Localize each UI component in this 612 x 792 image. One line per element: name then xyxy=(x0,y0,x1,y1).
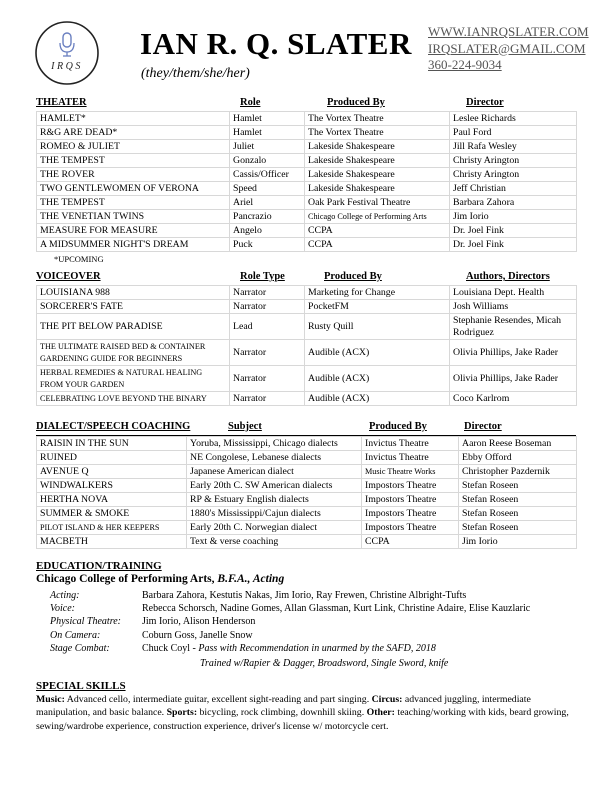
logo xyxy=(34,20,100,86)
theater-cell: Hamlet xyxy=(230,112,305,126)
theater-cell: THE TEMPEST xyxy=(37,196,230,210)
dialect-cell: 1880's Mississippi/Cajun dialects xyxy=(187,507,362,521)
dialect-header xyxy=(36,421,576,436)
voiceover-cell: PocketFM xyxy=(305,300,450,314)
theater-table xyxy=(36,111,577,252)
training-value xyxy=(142,643,436,654)
theater-cell: Lakeside Shakespeare xyxy=(305,140,450,154)
email-link[interactable]: IRQSLATER@GMAIL.COM xyxy=(428,40,586,56)
voiceover-cell: HERBAL REMEDIES & NATURAL HEALING FROM YOUR GARDEN xyxy=(37,366,230,392)
education-section-title: EDUCATION/TRAINING xyxy=(36,560,162,572)
skills-paragraph xyxy=(36,693,581,733)
dialect-cell: HERTHA NOVA xyxy=(37,493,187,507)
theater-cell: Juliet xyxy=(230,140,305,154)
dialect-row xyxy=(37,437,577,451)
voiceover-cell: Audible (ACX) xyxy=(305,366,450,392)
theater-cell: THE TEMPEST xyxy=(37,154,230,168)
skill-music: Advanced cello, intermediate guitar, excellent sight-reading and part singing. xyxy=(64,694,372,705)
voiceover-cell: THE PIT BELOW PARADISE xyxy=(37,314,230,340)
dialect-cell: AVENUE Q xyxy=(37,465,187,479)
theater-row xyxy=(37,140,577,154)
training-value xyxy=(142,616,255,627)
theater-cell: ROMEO & JULIET xyxy=(37,140,230,154)
skill-circus-label: Circus: xyxy=(371,694,403,705)
skill-other: teaching/working with kids, beard growing, sewing/wardrobe experience, construction experience, driver's license w/ motorcycle cert. xyxy=(36,707,569,732)
school-name: Chicago College of Performing Arts, xyxy=(36,573,215,585)
voiceover-cell: Audible (ACX) xyxy=(305,392,450,406)
theater-row xyxy=(37,196,577,210)
training-value-text: Barbara Zahora, Kestutis Nakas, Jim Iorio, Ray Frewen, Christine Albright-Tufts xyxy=(142,590,467,601)
contact-block xyxy=(428,24,589,74)
theater-cell: Gonzalo xyxy=(230,154,305,168)
dialect-cell: Stefan Roseen xyxy=(459,507,577,521)
dialect-cell: Impostors Theatre xyxy=(362,479,459,493)
theater-cell: THE VENETIAN TWINS xyxy=(37,210,230,224)
dialect-cell: Impostors Theatre xyxy=(362,521,459,535)
theater-cell: Jill Rafa Wesley xyxy=(450,140,577,154)
theater-cell: Puck xyxy=(230,238,305,252)
theater-row xyxy=(37,126,577,140)
training-label: Acting: xyxy=(50,590,80,601)
dialect-row xyxy=(37,493,577,507)
theater-cell: The Vortex Theatre xyxy=(305,126,450,140)
training-label: Voice: xyxy=(50,603,75,614)
skill-other-label: Other: xyxy=(366,707,395,719)
skills-section-title: SPECIAL SKILLS xyxy=(36,680,126,692)
dialect-cell: CCPA xyxy=(362,535,459,549)
dialect-cell: Jim Iorio xyxy=(459,535,577,549)
dialect-cell: PILOT ISLAND & HER KEEPERS xyxy=(37,521,187,535)
theater-cell: Ariel xyxy=(230,196,305,210)
voiceover-cell: SORCERER'S FATE xyxy=(37,300,230,314)
dialect-cell: Early 20th C. SW American dialects xyxy=(187,479,362,493)
dialect-row xyxy=(37,507,577,521)
voiceover-cell: Josh Williams xyxy=(450,300,577,314)
combat-detail: Trained w/Rapier & Dagger, Broadsword, Single Sword, knife xyxy=(200,658,449,669)
theater-cell: CCPA xyxy=(305,224,450,238)
microphone-icon xyxy=(60,33,74,56)
voiceover-row xyxy=(37,392,577,406)
voiceover-col-role: Role Type xyxy=(240,271,285,282)
training-value-text: Rebecca Schorsch, Nadine Gomes, Allan Glassman, Kurt Link, Christine Adaire, Elise Kauzlaric xyxy=(142,603,531,614)
skill-circus: advanced juggling, intermediate manipulation, and basic balance. xyxy=(36,694,531,719)
voiceover-cell: CELEBRATING LOVE BEYOND THE BINARY xyxy=(37,392,230,406)
dialect-cell: Aaron Reese Boseman xyxy=(459,437,577,451)
voiceover-table xyxy=(36,285,577,406)
degree: B.F.A., Acting xyxy=(217,573,285,585)
theater-cell: Dr. Joel Fink xyxy=(450,238,577,252)
dialect-row xyxy=(37,521,577,535)
voiceover-cell: Marketing for Change xyxy=(305,286,450,300)
voiceover-row xyxy=(37,314,577,340)
voiceover-row xyxy=(37,366,577,392)
skill-music-label: Music: xyxy=(36,694,65,705)
training-label: Stage Combat: xyxy=(50,643,110,654)
dialect-cell: Impostors Theatre xyxy=(362,507,459,521)
theater-row xyxy=(37,210,577,224)
upcoming-note: *UPCOMING xyxy=(54,254,104,264)
dialect-cell: Stefan Roseen xyxy=(459,493,577,507)
voiceover-cell: Olivia Phillips, Jake Rader xyxy=(450,340,577,366)
dialect-cell: SUMMER & SMOKE xyxy=(37,507,187,521)
voiceover-cell: Olivia Phillips, Jake Rader xyxy=(450,366,577,392)
voiceover-cell: Audible (ACX) xyxy=(305,340,450,366)
theater-cell: Speed xyxy=(230,182,305,196)
theater-cell: Jeff Christian xyxy=(450,182,577,196)
dialect-cell: RP & Estuary English dialects xyxy=(187,493,362,507)
training-label: Physical Theatre: xyxy=(50,616,122,627)
dialect-cell: Japanese American dialect xyxy=(187,465,362,479)
theater-cell: Lakeside Shakespeare xyxy=(305,154,450,168)
theater-cell: Cassis/Officer xyxy=(230,168,305,182)
dialect-section-title: DIALECT/SPEECH COACHING xyxy=(36,421,191,432)
theater-cell: Jim Iorio xyxy=(450,210,577,224)
theater-cell: Lakeside Shakespeare xyxy=(305,168,450,182)
dialect-cell: Yoruba, Mississippi, Chicago dialects xyxy=(187,437,362,451)
dialect-cell: MACBETH xyxy=(37,535,187,549)
logo-text: IRQS xyxy=(51,61,83,72)
dialect-cell: Text & verse coaching xyxy=(187,535,362,549)
voiceover-cell: THE ULTIMATE RAISED BED & CONTAINER GARDENING GUIDE FOR BEGINNERS xyxy=(37,340,230,366)
voiceover-row xyxy=(37,300,577,314)
training-value-text: Jim Iorio, Alison Henderson xyxy=(142,616,256,627)
voiceover-cell: Louisiana Dept. Health xyxy=(450,286,577,300)
dialect-col-produced: Produced By xyxy=(369,421,427,432)
theater-col-role: Role xyxy=(240,97,261,108)
theater-row xyxy=(37,112,577,126)
website-link[interactable]: WWW.IANRQSLATER.COM xyxy=(428,24,589,39)
pronouns: (they/them/she/her) xyxy=(141,66,250,81)
dialect-col-director: Director xyxy=(464,421,502,432)
theater-cell: Leslee Richards xyxy=(450,112,577,126)
theater-cell: Hamlet xyxy=(230,126,305,140)
training-value-text: Coburn Goss, Janelle Snow xyxy=(142,630,253,641)
training-value-italic: Pass with Recommendation in unarmed by the SAFD, 2018 xyxy=(198,643,436,654)
training-value xyxy=(142,630,253,641)
theater-cell: TWO GENTLEWOMEN OF VERONA xyxy=(37,182,230,196)
theater-cell: Paul Ford xyxy=(450,126,577,140)
dialect-cell: Music Theatre Works xyxy=(362,465,459,479)
theater-cell: Oak Park Festival Theatre xyxy=(305,196,450,210)
dialect-cell: Ebby Offord xyxy=(459,451,577,465)
theater-col-produced: Produced By xyxy=(327,97,385,108)
theater-cell: A MIDSUMMER NIGHT'S DREAM xyxy=(37,238,230,252)
voiceover-cell: Lead xyxy=(230,314,305,340)
theater-cell: Christy Arington xyxy=(450,154,577,168)
dialect-cell: Stefan Roseen xyxy=(459,521,577,535)
dialect-cell: Invictus Theatre xyxy=(362,451,459,465)
theater-cell: Pancrazio xyxy=(230,210,305,224)
voiceover-cell: Narrator xyxy=(230,286,305,300)
dialect-row xyxy=(37,451,577,465)
dialect-cell: RUINED xyxy=(37,451,187,465)
voiceover-cell: Narrator xyxy=(230,366,305,392)
theater-cell: Chicago College of Performing Arts xyxy=(305,210,450,224)
theater-cell: The Vortex Theatre xyxy=(305,112,450,126)
dialect-cell: Impostors Theatre xyxy=(362,493,459,507)
theater-cell: Christy Arington xyxy=(450,168,577,182)
skill-sports-label: Sports: xyxy=(166,707,198,719)
theater-row xyxy=(37,154,577,168)
dialect-cell: Invictus Theatre xyxy=(362,437,459,451)
theater-cell: CCPA xyxy=(305,238,450,252)
theater-cell: THE ROVER xyxy=(37,168,230,182)
dialect-cell: NE Congolese, Lebanese dialects xyxy=(187,451,362,465)
voiceover-cell: Rusty Quill xyxy=(305,314,450,340)
training-label: On Camera: xyxy=(50,630,101,641)
theater-row xyxy=(37,168,577,182)
theater-cell: Angelo xyxy=(230,224,305,238)
dialect-row xyxy=(37,465,577,479)
theater-cell: R&G ARE DEAD* xyxy=(37,126,230,140)
training-value xyxy=(142,603,530,614)
theater-row xyxy=(37,182,577,196)
phone: 360-224-9034 xyxy=(428,57,502,72)
voiceover-cell: LOUISIANA 988 xyxy=(37,286,230,300)
dialect-cell: Early 20th C. Norwegian dialect xyxy=(187,521,362,535)
theater-section-title: THEATER xyxy=(36,97,87,108)
dialect-cell: RAISIN IN THE SUN xyxy=(37,437,187,451)
theater-header xyxy=(36,97,576,112)
voiceover-cell: Stephanie Resendes, Micah Rodriguez xyxy=(450,314,577,340)
voiceover-col-authors: Authors, Directors xyxy=(466,271,550,282)
theater-cell: Lakeside Shakespeare xyxy=(305,182,450,196)
theater-row xyxy=(37,238,577,252)
theater-row xyxy=(37,224,577,238)
dialect-row xyxy=(37,535,577,549)
dialect-cell: Stefan Roseen xyxy=(459,479,577,493)
dialect-col-subject: Subject xyxy=(228,421,262,432)
skill-sports: bicycling, rock climbing, downhill skiing. xyxy=(197,707,367,719)
dialect-cell: Christopher Pazdernik xyxy=(459,465,577,479)
voiceover-cell: Narrator xyxy=(230,392,305,406)
dialect-row xyxy=(37,479,577,493)
theater-cell: MEASURE FOR MEASURE xyxy=(37,224,230,238)
theater-cell: Dr. Joel Fink xyxy=(450,224,577,238)
dialect-cell: WINDWALKERS xyxy=(37,479,187,493)
dialect-table xyxy=(36,436,577,549)
training-value xyxy=(142,590,466,601)
voiceover-cell: Narrator xyxy=(230,300,305,314)
theater-col-director: Director xyxy=(466,97,504,108)
voiceover-cell: Coco Karlrom xyxy=(450,392,577,406)
voiceover-header xyxy=(36,271,576,286)
voiceover-col-produced: Produced By xyxy=(324,271,382,282)
theater-cell: HAMLET* xyxy=(37,112,230,126)
voiceover-row xyxy=(37,340,577,366)
name-title: IAN R. Q. SLATER xyxy=(140,26,412,61)
voiceover-section-title: VOICEOVER xyxy=(36,271,101,282)
voiceover-row xyxy=(37,286,577,300)
theater-cell: Barbara Zahora xyxy=(450,196,577,210)
training-value-text: Chuck Coyl - xyxy=(142,643,199,654)
voiceover-cell: Narrator xyxy=(230,340,305,366)
school-line xyxy=(36,573,284,585)
